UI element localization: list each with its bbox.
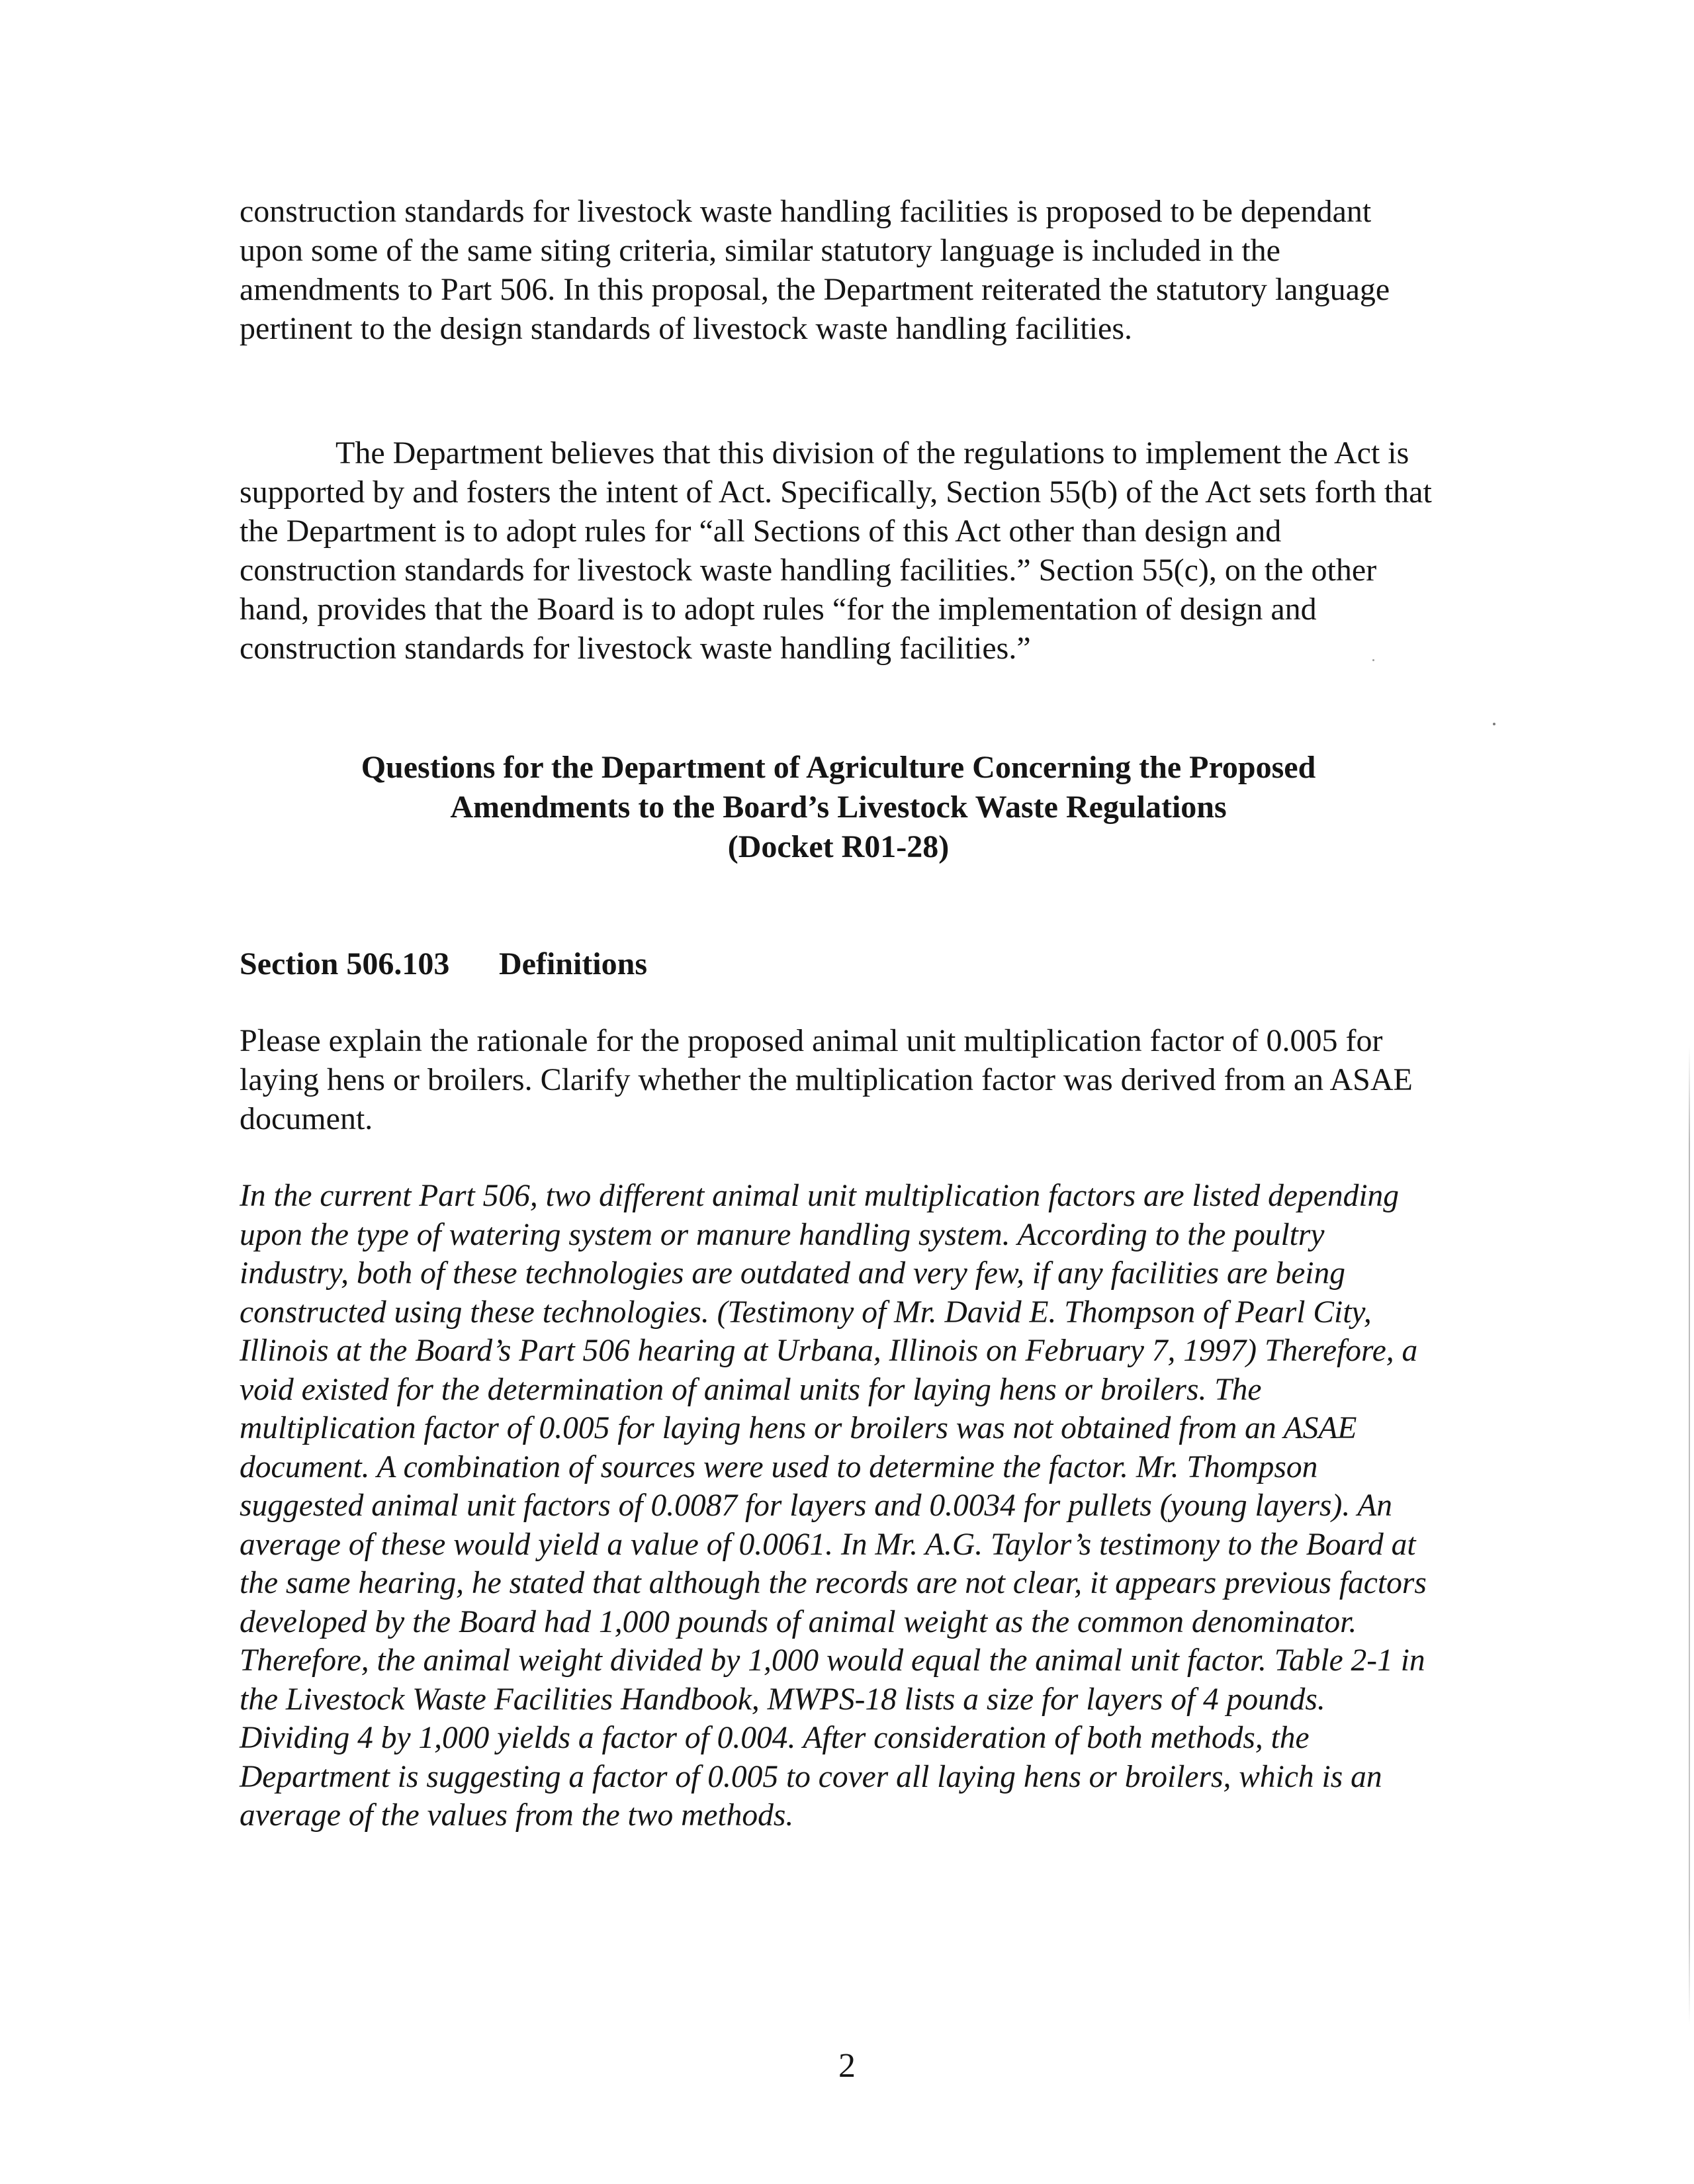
scan-speck [1372,659,1374,661]
paragraph-division-of-regulations: The Department believes that this division of the regulations to implement the Act is supported by and fosters the intent of Act. Specifically, Section 55(b) of the Act sets forth that the Department is to adopt rules for “all Sections of this Act other than design and construction standards for livestock waste handling facilities.” Section 55(c), on the other hand, provides that the Board is to adopt rules “for the implementation of design and construction standards for livestock waste handling facilities.” [240,435,1432,666]
questions-heading [240,748,1437,867]
section-heading [240,944,647,984]
heading-line-2: Amendments to the Board’s Livestock Waste Regulations [450,790,1227,825]
heading-docket: (Docket R01-28) [727,829,950,864]
scan-edge-artifact [1689,1046,1690,2025]
answer-paragraph: In the current Part 506, two different animal unit multiplication factors are listed depending upon the type of watering system or manure handling system. According to the poultry industry, both of these technologies are outdated and very few, if any facilities are being constructed using these technologies. (Testimony of Mr. David E. Thompson of Pearl City, Illinois at the Board’s Part 506 hearing at Urbana, Illinois on February 7, 1997) Therefore, a void existed for the determination of animal units for laying hens or broilers. The multiplication factor of 0.005 for laying hens or broilers was not obtained from an ASAE document. A combination of sources were used to determine the factor. Mr. Thompson suggested animal unit factors of 0.0087 for layers and 0.0034 for pullets (young layers). An average of these would yield a value of 0.0061. In Mr. A.G. Taylor’s testimony to the Board at the same hearing, he stated that although the records are not clear, it appears previous factors developed by the Board had 1,000 pounds of animal weight as the common denominator. Therefore, the animal weight divided by 1,000 would equal the animal unit factor. Table 2-1 in the Livestock Waste Facilities Handbook, MWPS-18 lists a size for layers of 4 pounds. Dividing 4 by 1,000 yields a factor of 0.004. After consideration of both methods, the Department is suggesting a factor of 0.005 to cover all laying hens or broilers, which is an average of the values from the two methods. [240,1179,1427,1833]
section-number: Section 506.103 [240,946,450,981]
question-paragraph: Please explain the rationale for the proposed animal unit multiplication factor of 0.005 for laying hens or broilers. Clarify whether the multiplication factor was derived from an ASAE document. [240,1023,1413,1136]
heading-line-1: Questions for the Department of Agriculture Concerning the Proposed [361,750,1316,785]
page-number: 2 [838,2047,856,2085]
section-title: Definitions [499,946,648,981]
paragraph-statutory-language: construction standards for livestock waste handling facilities is proposed to be dependant upon some of the same siting criteria, similar statutory language is included in the amendments to Part 506. In this proposal, the Department reiterated the statutory language pertinent to the design standards of livestock waste handling facilities. [240,194,1390,346]
scan-speck [1493,723,1495,725]
